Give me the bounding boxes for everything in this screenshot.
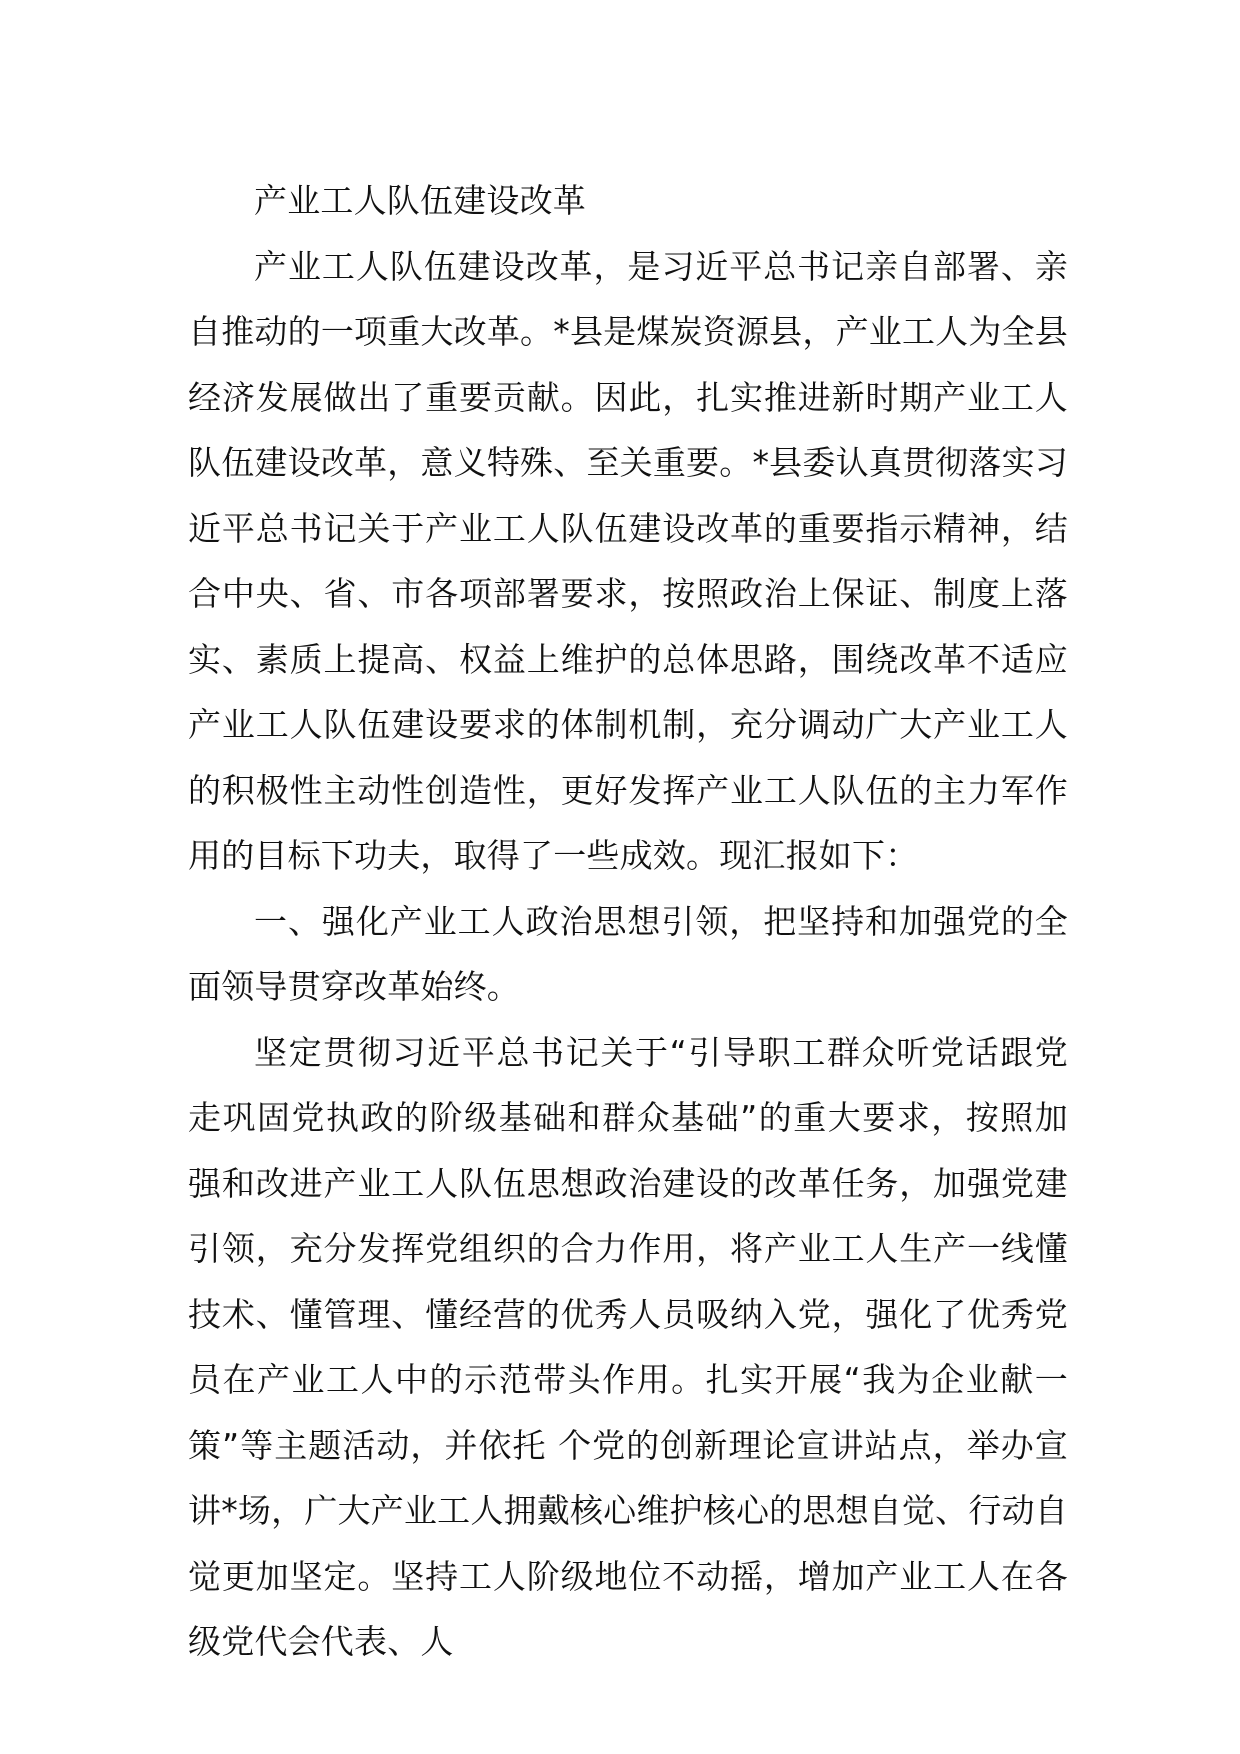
paragraph-intro: 产业工人队伍建设改革，是习近平总书记亲自部署、亲自推动的一项重大改革。*县是煤炭资源县，产业工人为全县经济发展做出了重要贡献。因此，扎实推进新时期产业工人队伍建设改革，意义特殊、至关重要。*县委认真贯彻落实习近平总书记关于产业工人队伍建设改革的重要指示精神，结合中央、省、市各项部署要求，按照政治上保证、制度上落实、素质上提高、权益上维护的总体思路，围绕改革不适应产业工人队伍建设要求的体制机制，充分调动广大产业工人的积极性主动性创造性，更好发挥产业工人队伍的主力军作用的目标下功夫，取得了一些成效。现汇报如下： (188, 246, 1068, 875)
document-title: 产业工人队伍建设改革 (254, 181, 586, 220)
section-heading-1: 一、强化产业工人政治思想引领，把坚持和加强党的全面领导贯穿改革始终。 (188, 901, 1068, 1006)
paragraph-section-1: 坚定贯彻习近平总书记关于“引导职工群众听党话跟党走巩固党执政的阶级基础和群众基础”的重大要求，按照加强和改进产业工人队伍思想政治建设的改革任务，加强党建引领，充分发挥党组织的合力作用，将产业工人生产一线懂技术、懂管理、懂经营的优秀人员吸纳入党，强化了优秀党员在产业工人中的示范带头作用。扎实开展“我为企业献一策”等主题活动，并依托 个党的创新理论宣讲站点，举办宣讲*场，广大产业工人拥戴核心维护核心的思想自觉、行动自觉更加坚定。坚持工人阶级地位不动摇，增加产业工人在各级党代会代表、人 (188, 1032, 1068, 1661)
document-body (188, 168, 1068, 1675)
